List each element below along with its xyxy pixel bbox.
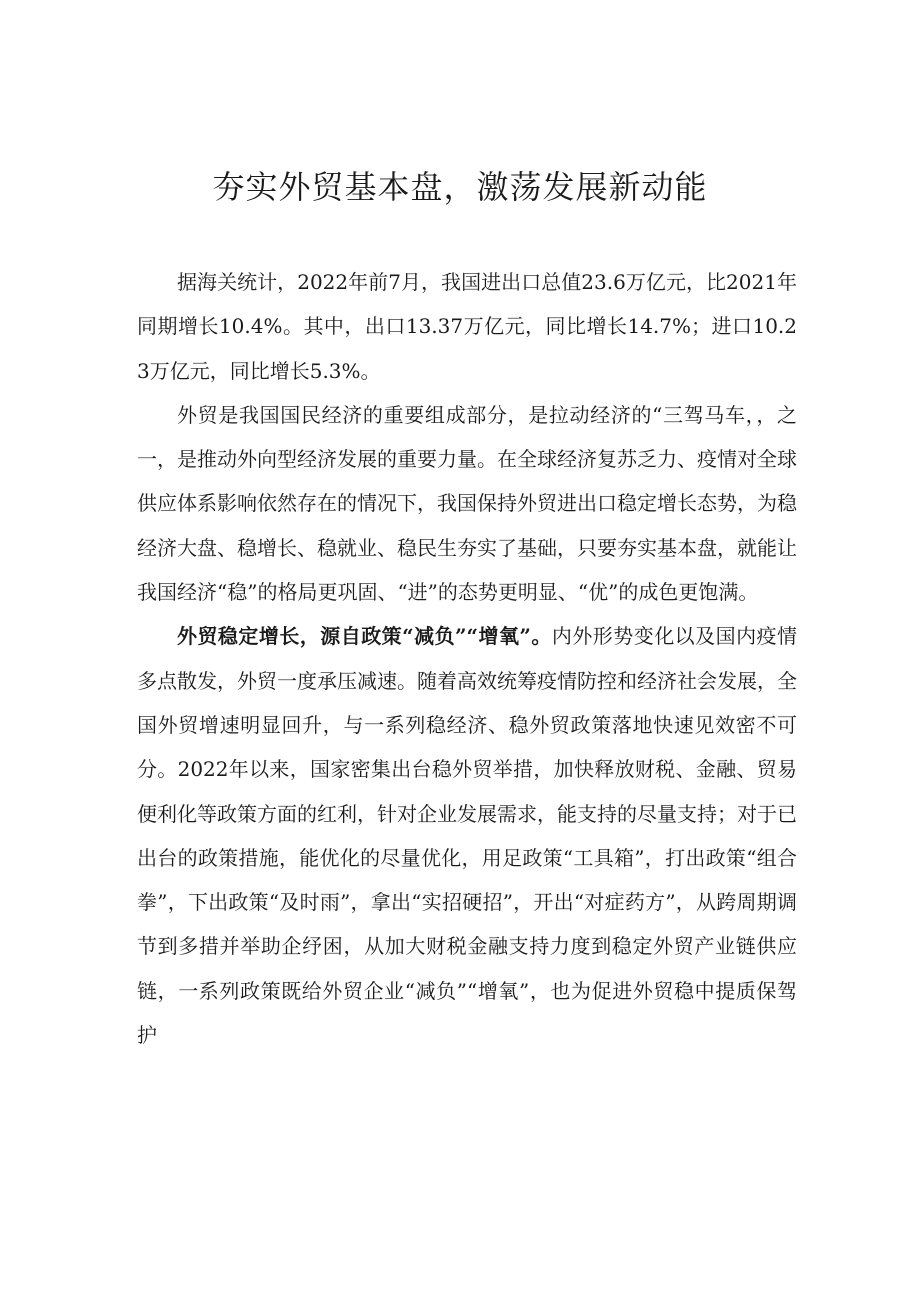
paragraph-text: 外贸是我国国民经济的重要组成部分，是拉动经济的“三驾马车，，之一，是推动外向型经济发展的重要力量。在全球经济复苏乏力、疫情对全球供应体系影响依然存在的情况下，我国保持外贸进出口稳定增长态势，为稳经济大盘、稳增长、稳就业、稳民生夯实了基础，只要夯实基本盘，就能让我国经济“稳”的格局更巩固、“进”的态势更明显、“优”的成色更饱满。 <box>137 402 797 605</box>
paragraph-customs-statistics <box>137 260 797 393</box>
paragraph-text: 据海关统计，2022年前7月，我国进出口总值23.6万亿元，比2021年同期增长10.4%。其中，出口13.37万亿元，同比增长14.7%；进口10.23万亿元，同比增长5.3%。 <box>137 270 797 383</box>
paragraph-policy-support <box>137 614 797 1057</box>
paragraph-foreign-trade-importance <box>137 393 797 614</box>
paragraph-text: 内外形势变化以及国内疫情多点散发，外贸一度承压减速。随着高效统筹疫情防控和经济社会发展，全国外贸增速明显回升，与一系列稳经济、稳外贸政策落地快速见效密不可分。2022年以来，国家密集出台稳外贸举措，加快释放财税、金融、贸易便利化等政策方面的红利，针对企业发展需求，能支持的尽量支持；对于已出台的政策措施，能优化的尽量优化，用足政策“工具箱”，打出政策“组合拳”，下出政策“及时雨”，拿出“实招硬招”，开出“对症药方”，从跨周期调节到多措并举助企纾困，从加大财税金融支持力度到稳定外贸产业链供应链，一系列政策既给外贸企业“减负”“增氧”，也为促进外贸稳中提质保驾护 <box>137 624 798 1048</box>
document-body <box>137 260 797 1057</box>
document-title: 夯实外贸基本盘，激荡发展新动能 <box>212 168 708 206</box>
paragraph-lead-sentence: 外贸稳定增长，源自政策“减负”“增氧”。 <box>177 624 552 649</box>
